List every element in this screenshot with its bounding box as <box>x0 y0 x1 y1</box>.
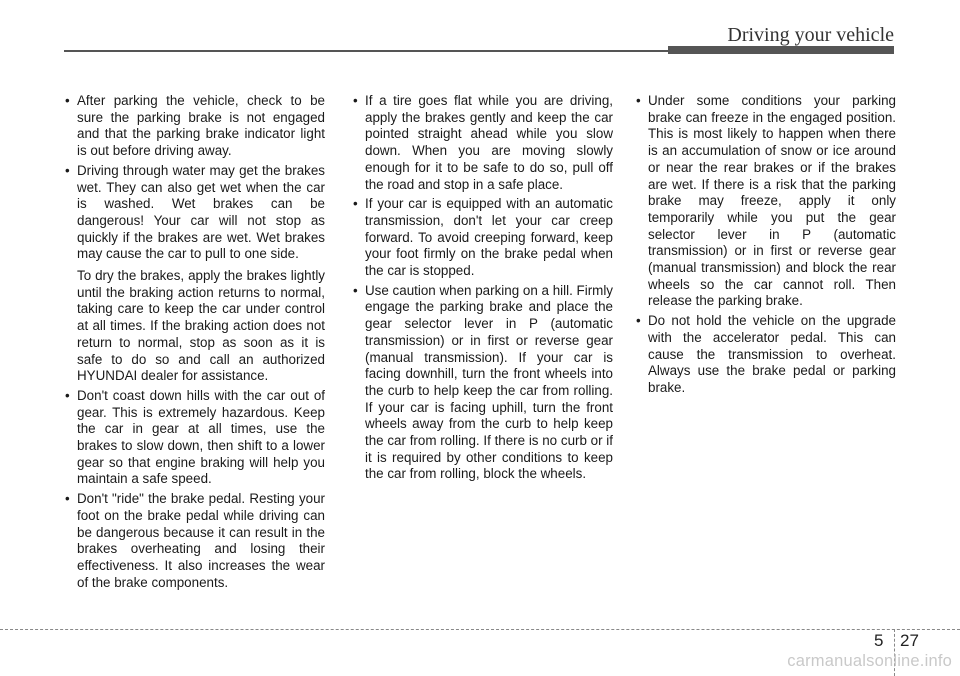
bullet-text: If your car is equipped with an automatic transmission, don't let your car creep forward. To avoid creeping forward, keep your foot firmly on the brake pedal when the car is stopped. <box>365 196 613 279</box>
footer-rule <box>0 629 960 630</box>
bullet-text: Do not hold the vehicle on the upgrade with the accelerator pedal. This can cause the transmission to overheat. Always use the brake pedal or parking brake. <box>648 313 896 395</box>
bullet-continuation: To dry the brakes, apply the brakes lightly until the braking action returns to normal, taking care to keep the car under control at all times. If the braking action does not return to normal, stop as soon as it is safe to do so and call an authorized HYUNDAI dealer for assistance. <box>77 268 325 384</box>
bullet-item <box>62 93 325 160</box>
bullet-item <box>633 313 896 397</box>
bullet-text: Under some conditions your parking brake can freeze in the engaged position. This is most likely to happen when there is an accumulation of snow or ice around or near the rear brakes or if the brakes are wet. If there is a risk that the parking brake may freeze, apply it only temporarily while you put the gear selector lever in P (automatic transmission) or in first or reverse gear (manual transmission) and block the rear wheels so the car cannot roll. Then release the parking brake. <box>648 93 896 309</box>
page-number: 27 <box>900 631 919 650</box>
bullet-item <box>350 196 613 280</box>
bullet-text: Don't coast down hills with the car out of gear. This is extremely hazardous. Keep the car in gear at all times, use the brakes to slow down, then shift to a lower gear so that engine braking will help you maintain a safe speed. <box>77 387 325 487</box>
bullet-item <box>350 93 613 193</box>
bullet-item <box>633 93 896 310</box>
bullet-text: After parking the vehicle, check to be sure the parking brake is not engaged and that the parking brake indicator light is out before driving away. <box>77 93 325 159</box>
header-rule-accent <box>668 46 894 54</box>
text-column-3 <box>633 93 896 400</box>
bullet-text: Use caution when parking on a hill. Firmly engage the parking brake and place the gear selector lever in P (automatic transmission) or in first or reverse gear (manual transmission). If your car is facing downhill, turn the front wheels into the curb to help keep the car from rolling. If your car is facing uphill, turn the front wheels away from the curb to help keep the car from rolling. If there is no curb or if it is required by other conditions to keep the car from rolling, block the wheels. <box>365 282 613 482</box>
bullet-text: Driving through water may get the brakes wet. They can also get wet when the car is washed. Wet brakes can be dangerous! Your car will not stop as quickly if the brakes are wet. Wet brakes may cause the car to pull to one side. <box>77 162 325 262</box>
bullet-item <box>62 163 325 385</box>
text-column-2 <box>350 93 613 486</box>
bullet-text: If a tire goes flat while you are driving, apply the brakes gently and keep the car pointed straight ahead while you slow down. When you are moving slowly enough for it to be safe to do so, pull off the road and stop in a safe place. <box>365 93 613 192</box>
bullet-text: Don't "ride" the brake pedal. Resting your foot on the brake pedal while driving can be dangerous because it can result in the brakes overheating and losing their effectiveness. It also increases the wear of the brake components. <box>77 491 325 590</box>
chapter-number: 5 <box>874 631 884 650</box>
text-column-1 <box>62 93 325 594</box>
header-title: Driving your vehicle <box>727 24 894 46</box>
bullet-item <box>62 388 325 488</box>
bullet-item <box>350 283 613 483</box>
watermark[interactable]: carmanualsonline.info <box>787 652 952 670</box>
bullet-item <box>62 491 325 591</box>
